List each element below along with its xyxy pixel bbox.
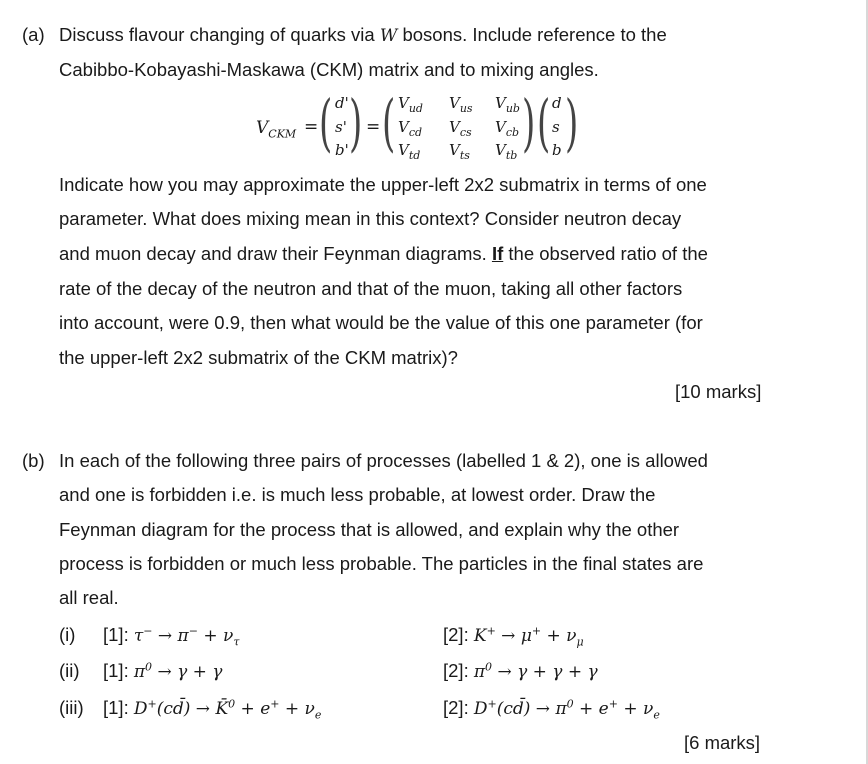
m-10: $V_{cd}$ xyxy=(398,118,423,139)
item-1-process-1: [1]: $\tau^- \to \pi^- + \nu_\tau$ xyxy=(103,624,240,649)
part-a-para-2: parameter. What does mixing mean in this context? Consider neutron decay xyxy=(59,208,682,229)
item-2-process-1: [1]: $\pi^0 \to \gamma + \gamma$ xyxy=(103,660,223,682)
item-3-num: (iii) xyxy=(59,697,84,718)
m-20: $V_{td}$ xyxy=(398,141,421,162)
part-a-para-4: rate of the decay of the neutron and that of the muon, taking all other factors xyxy=(59,278,683,299)
part-a-para-1: Indicate how you may approximate the upper-left 2x2 submatrix in terms of one xyxy=(59,174,707,195)
item-1-process-2: [2]: $K^+ \to \mu^+ + \nu_\mu$ xyxy=(443,624,584,649)
vec-right-1: s xyxy=(552,118,560,136)
part-b-label: (b) xyxy=(22,450,45,471)
paren-close-3: ) xyxy=(565,86,579,159)
item-2-process-2: [2]: $\pi^0 \to \gamma + \gamma + \gamma$ xyxy=(443,660,598,682)
vec-right-2: b xyxy=(552,141,562,159)
paren-close-1: ) xyxy=(349,86,363,159)
part-a-marks: [10 marks] xyxy=(675,381,762,402)
part-b-para-5: all real. xyxy=(59,587,119,608)
m-02: $V_{ub}$ xyxy=(495,94,520,115)
m-11: $V_{cs}$ xyxy=(449,118,472,139)
part-b-para-4: process is forbidden or much less probable. The particles in the final states are xyxy=(59,553,704,574)
part-b-marks: [6 marks] xyxy=(684,732,761,753)
paren-open-1: ( xyxy=(319,86,333,159)
part-a-line1: Discuss flavour changing of quarks via W bosons. Include reference to the xyxy=(59,24,667,46)
part-a-line2: Cabibbo-Kobayashi-Maskawa (CKM) matrix and to mixing angles. xyxy=(59,59,599,80)
paren-open-3: ( xyxy=(537,86,551,159)
part-b-para-1: In each of the following three pairs of processes (labelled 1 & 2), one is allowed xyxy=(59,450,708,471)
item-1-num: (i) xyxy=(59,624,76,645)
part-a-para-3: and muon decay and draw their Feynman diagrams. If the observed ratio of the xyxy=(59,243,708,264)
vec-left-1: s' xyxy=(335,118,347,136)
paren-open-2: ( xyxy=(382,86,396,159)
eq-sign-2: = xyxy=(366,117,381,137)
m-00: $V_{ud}$ xyxy=(398,94,423,115)
m-22: $V_{tb}$ xyxy=(495,141,518,162)
vec-left-2: b' xyxy=(335,141,349,159)
vec-right-0: d xyxy=(552,94,562,112)
item-3-process-1: [1]: D+(cd̄) → K̄$^0$ + $e^+ + \nu_e$ xyxy=(103,697,322,722)
m-01: $V_{us}$ xyxy=(449,94,473,115)
ckm-lhs: $V_{CKM}$ xyxy=(256,118,297,141)
item-3-process-2: [2]: D+(cd̄) → $\pi^0 + e^+ + \nu_e$ xyxy=(443,697,660,722)
part-b-para-3: Feynman diagram for the process that is allowed, and explain why the other xyxy=(59,519,680,540)
part-a-label: (a) xyxy=(22,24,45,45)
paren-close-2: ) xyxy=(522,86,536,159)
part-a-para-6: the upper-left 2x2 submatrix of the CKM matrix)? xyxy=(59,347,458,368)
m-21: $V_{ts}$ xyxy=(449,141,470,162)
vec-left-0: d' xyxy=(335,94,349,112)
m-12: $V_{cb}$ xyxy=(495,118,520,139)
part-a-para-5: into account, were 0.9, then what would be the value of this one parameter (for xyxy=(59,312,703,333)
eq-sign-1: = xyxy=(304,117,319,137)
item-2-num: (ii) xyxy=(59,660,80,681)
part-b-para-2: and one is forbidden i.e. is much less probable, at lowest order. Draw the xyxy=(59,484,656,505)
